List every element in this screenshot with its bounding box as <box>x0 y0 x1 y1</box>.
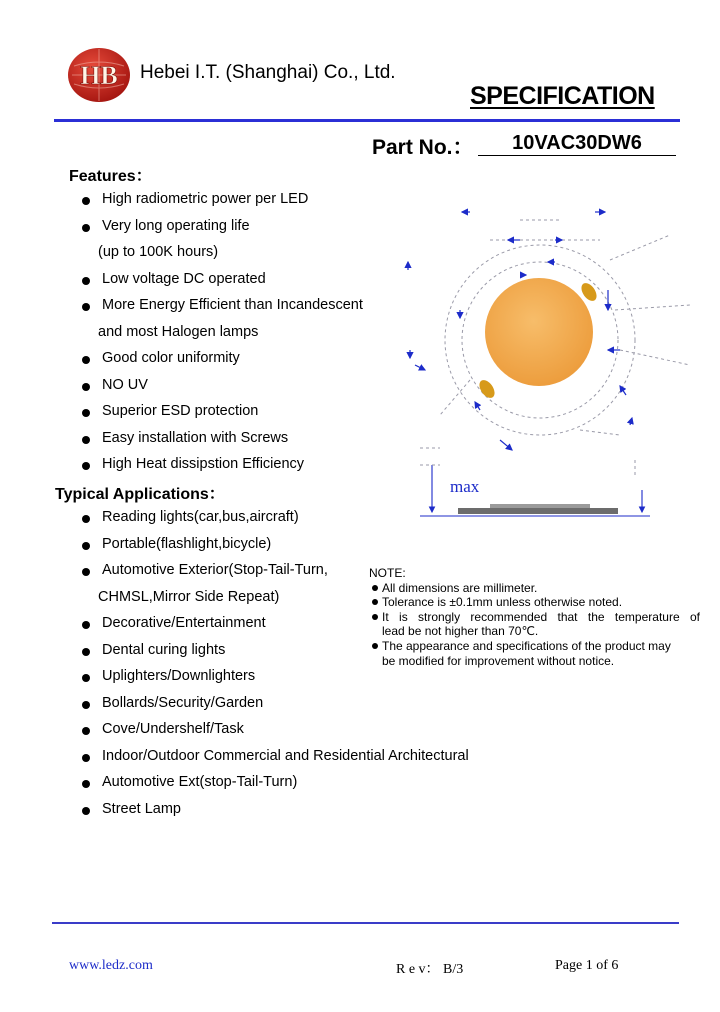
bullet-dot-icon <box>82 754 90 762</box>
bullet-dot-icon <box>82 436 90 444</box>
list-item: Decorative/Entertainment <box>102 615 266 631</box>
bullet-dot-icon <box>82 542 90 550</box>
company-logo <box>66 46 132 104</box>
bullet-dot-icon <box>82 674 90 682</box>
list-item: Street Lamp <box>102 800 181 817</box>
bullet-dot-icon <box>82 462 90 470</box>
list-item: Cove/Undershelf/Task <box>102 721 244 737</box>
bullet-dot-icon <box>82 197 90 205</box>
bullet-dot-icon <box>82 303 90 311</box>
list-item: Uplighters/Downlighters <box>102 668 256 684</box>
list-item: Low voltage DC operated <box>102 270 266 287</box>
bullet-dot-icon <box>82 277 90 285</box>
list-item: Good color uniformity <box>102 350 240 366</box>
applications-heading: Typical Applications： <box>55 486 225 503</box>
note-item-continuation: be modified for improvement without notice. <box>382 653 615 668</box>
led-side-profile <box>458 508 618 514</box>
note-item: Tolerance is ±0.1mm unless otherwise noted. <box>369 595 700 610</box>
list-item: Superior ESD protection <box>102 403 259 419</box>
bullet-dot-icon <box>82 648 90 656</box>
note-item: It is strongly recommended that the temperature of <box>369 610 700 625</box>
website-link[interactable]: www.ledz.com <box>69 958 153 973</box>
list-item: (up to 100K hours) <box>98 244 219 260</box>
list-item: High radiometric power per LED <box>102 191 309 207</box>
list-item: and most Halogen lamps <box>98 323 259 340</box>
footer-divider <box>52 922 679 924</box>
list-item: Portable(flashlight,bicycle) <box>102 535 272 552</box>
list-item: Very long operating life <box>102 217 250 234</box>
page-indicator: Page 1 of 6 <box>555 958 619 973</box>
note-item: The appearance and specifications of the product may <box>369 639 700 654</box>
note-block <box>369 566 700 668</box>
bullet-dot-icon <box>82 224 90 232</box>
bullet-dot-icon <box>82 727 90 735</box>
company-name: Hebei I.T. (Shanghai) Co., Ltd. <box>140 62 396 83</box>
bullet-dot-icon <box>82 409 90 417</box>
list-item: CHMSL,Mirror Side Repeat) <box>98 588 280 605</box>
document-title: SPECIFICATION <box>470 82 655 110</box>
bullet-dot-icon <box>82 780 90 788</box>
list-item: Reading lights(car,bus,aircraft) <box>102 509 299 525</box>
bullet-dot-icon <box>82 807 90 815</box>
list-item: Dental curing lights <box>102 641 226 658</box>
max-height-label: max <box>450 477 480 496</box>
led-emitter <box>485 278 593 386</box>
note-title: NOTE: <box>369 566 406 580</box>
bullet-dot-icon <box>82 568 90 576</box>
note-item: All dimensions are millimeter. <box>369 581 700 596</box>
note-item-continuation: lead be not higher than 70℃. <box>382 624 539 639</box>
list-item: More Energy Efficient than Incandescent <box>102 297 363 313</box>
list-item: High Heat dissipstion Efficiency <box>102 456 305 472</box>
bullet-dot-icon <box>82 356 90 364</box>
header-divider <box>54 119 680 122</box>
part-number-value: 10VAC30DW6 <box>478 131 676 156</box>
list-item: Indoor/Outdoor Commercial and Residential Architectural <box>102 747 469 764</box>
led-dimension-drawing <box>380 190 700 530</box>
bullet-dot-icon <box>82 701 90 709</box>
part-number-label: Part No.： <box>372 136 474 159</box>
bullet-dot-icon <box>82 383 90 391</box>
revision-label: R e v： B/3 <box>396 962 464 977</box>
list-item: Automotive Exterior(Stop-Tail-Turn, <box>102 562 328 578</box>
features-heading: Features： <box>69 168 152 185</box>
logo-emblem-icon <box>66 46 132 104</box>
list-item: NO UV <box>102 376 148 393</box>
list-item: Easy installation with Screws <box>102 429 289 446</box>
list-item: Automotive Ext(stop-Tail-Turn) <box>102 774 298 790</box>
bullet-dot-icon <box>82 515 90 523</box>
list-item: Bollards/Security/Garden <box>102 694 264 711</box>
bullet-dot-icon <box>82 621 90 629</box>
logo-text: HB <box>80 61 118 90</box>
